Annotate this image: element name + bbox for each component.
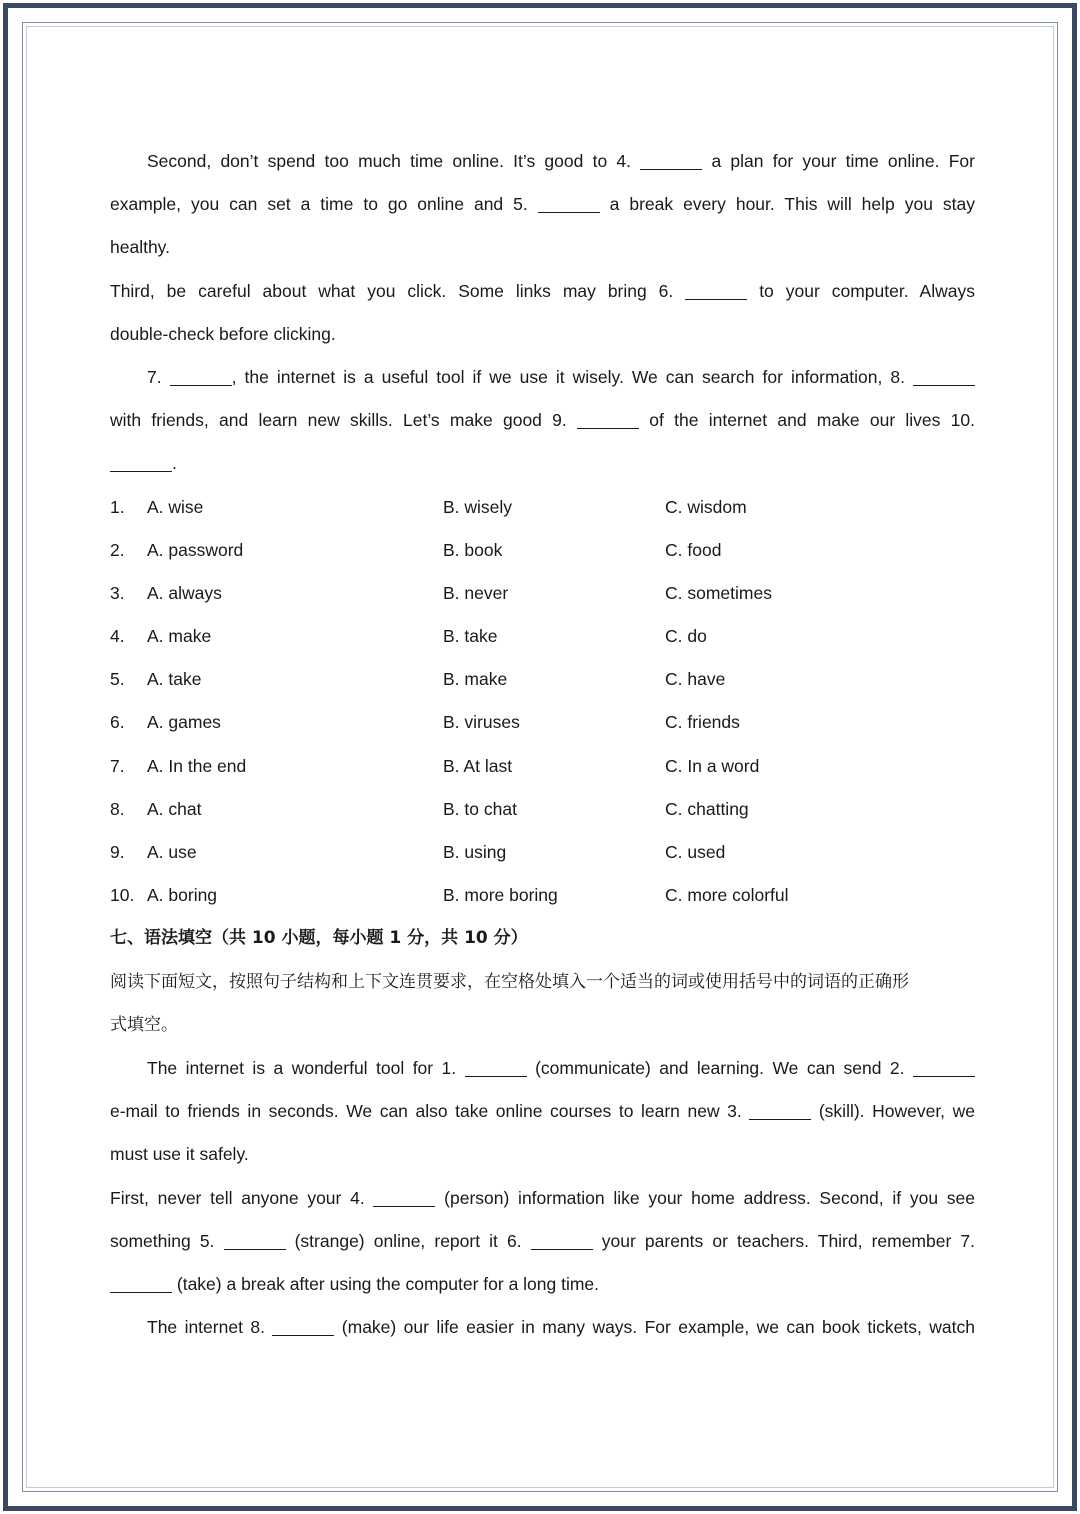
passage2-line: e-mail to friends in seconds. We can also take online courses to learn new 3. (skill). However, we — [110, 1101, 975, 1122]
passage2-line: must use it safely. — [110, 1144, 249, 1165]
option-b[interactable]: B. make — [443, 669, 508, 690]
blank-3[interactable] — [749, 1101, 811, 1120]
option-b[interactable]: B. never — [443, 582, 509, 603]
option-c[interactable]: C. do — [665, 626, 707, 647]
option-c[interactable]: C. food — [665, 539, 722, 560]
option-a[interactable]: A. games — [147, 712, 221, 733]
section-instruction: 阅读下面短文，按照句子结构和上下文连贯要求，在空格处填入一个适当的词或使用括号中的词语的正确形 — [110, 971, 909, 992]
option-c[interactable]: C. more colorful — [665, 885, 789, 906]
section-title: 七、语法填空（共 10 小题，每小题 1 分，共 10 分） — [110, 928, 528, 949]
option-c[interactable]: C. In a word — [665, 755, 760, 776]
passage1-line: Third, be careful about what you click. Some links may bring 6. to your computer. Always — [110, 280, 975, 301]
option-a[interactable]: A. wise — [147, 496, 204, 517]
blank-5[interactable] — [224, 1231, 286, 1250]
question-number: 7. — [110, 755, 125, 776]
option-b[interactable]: B. take — [443, 626, 498, 647]
passage1-line: with friends, and learn new skills. Let’s make good 9. of the internet and make our lives 10. — [110, 410, 975, 431]
option-b[interactable]: B. viruses — [443, 712, 520, 733]
question-number: 1. — [110, 496, 125, 517]
option-row — [110, 701, 975, 744]
blank-10[interactable] — [110, 453, 172, 472]
option-a[interactable]: A. take — [147, 669, 202, 690]
option-c[interactable]: C. chatting — [665, 798, 749, 819]
passage2-line: (take) a break after using the computer for a long time. — [110, 1263, 975, 1306]
options-list — [110, 486, 975, 918]
passage2-line: something 5. (strange) online, report it 6. your parents or teachers. Third, remember 7. — [110, 1230, 975, 1251]
question-number: 4. — [110, 626, 125, 647]
option-row — [110, 831, 975, 874]
question-number: 9. — [110, 842, 125, 862]
option-a[interactable]: A. always — [147, 582, 222, 603]
option-b[interactable]: B. book — [443, 539, 503, 560]
blank-7[interactable] — [170, 367, 232, 386]
option-row — [110, 874, 975, 917]
passage1-line: Second, don’t spend too much time online. It’s good to 4. a plan for your time online. For — [147, 151, 975, 171]
blank-8[interactable] — [272, 1317, 334, 1336]
question-number: 5. — [110, 669, 125, 690]
option-b[interactable]: B. wisely — [443, 496, 513, 517]
blank-1[interactable] — [465, 1058, 527, 1077]
passage1-line: healthy. — [110, 237, 170, 258]
passage1-line: . — [110, 442, 975, 485]
blank-5[interactable] — [538, 194, 600, 213]
question-number: 3. — [110, 582, 125, 603]
passage1-line: double-check before clicking. — [110, 323, 336, 344]
blank-4[interactable] — [640, 151, 702, 170]
option-b[interactable]: B. using — [443, 842, 507, 862]
option-c[interactable]: C. friends — [665, 712, 740, 733]
passage1-line: example, you can set a time to go online and 5. a break every hour. This will help you stay — [110, 194, 975, 215]
question-number: 8. — [110, 798, 125, 819]
option-a[interactable]: A. In the end — [147, 755, 247, 776]
option-row — [110, 529, 975, 572]
option-c[interactable]: C. sometimes — [665, 582, 772, 603]
section-instruction: 式填空。 — [110, 1014, 178, 1035]
option-row — [110, 658, 975, 701]
passage2-line: First, never tell anyone your 4. (person) information like your home address. Second, if you see — [110, 1187, 975, 1208]
blank-7[interactable] — [110, 1274, 172, 1293]
document-content — [110, 140, 975, 1349]
option-a[interactable]: A. make — [147, 626, 212, 647]
blank-2[interactable] — [913, 1058, 975, 1077]
option-c[interactable]: C. have — [665, 669, 726, 690]
blank-6[interactable] — [685, 281, 747, 300]
option-row — [110, 745, 975, 788]
question-number: 2. — [110, 539, 125, 560]
question-number: 10. — [110, 885, 135, 906]
blank-8[interactable] — [913, 367, 975, 386]
option-a[interactable]: A. boring — [147, 885, 218, 906]
blank-4[interactable] — [373, 1188, 435, 1207]
question-number: 6. — [110, 712, 125, 733]
passage2-line: The internet 8. (make) our life easier in many ways. For example, we can book tickets, watch — [147, 1317, 975, 1338]
option-c[interactable]: C. used — [665, 842, 726, 862]
option-row — [110, 615, 975, 658]
option-row — [110, 486, 975, 529]
option-b[interactable]: B. more boring — [443, 885, 558, 906]
option-b[interactable]: B. to chat — [443, 798, 517, 819]
blank-9[interactable] — [577, 410, 639, 429]
passage1-line: 7. , the internet is a useful tool if we use it wisely. We can search for information, 8. — [110, 356, 975, 399]
option-c[interactable]: C. wisdom — [665, 496, 747, 517]
blank-6[interactable] — [531, 1231, 593, 1250]
option-a[interactable]: A. password — [147, 539, 244, 560]
option-row — [110, 788, 975, 831]
option-a[interactable]: A. use — [147, 842, 197, 862]
option-a[interactable]: A. chat — [147, 798, 202, 819]
option-b[interactable]: B. At last — [443, 755, 513, 776]
passage2-line: The internet is a wonderful tool for 1. (communicate) and learning. We can send 2. — [110, 1047, 975, 1090]
option-row — [110, 572, 975, 615]
